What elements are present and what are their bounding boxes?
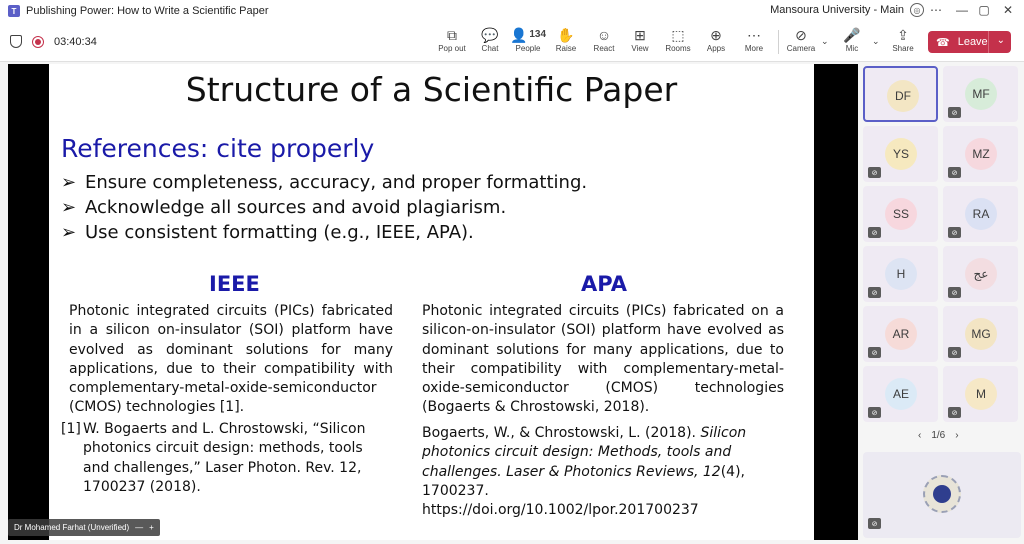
shield-icon[interactable]: [10, 35, 22, 48]
avatar: MG: [965, 318, 997, 350]
toolbar-button-label: People: [515, 44, 541, 53]
bullet-item: ➢ Use consistent formatting (e.g., IEEE, APA).: [61, 222, 474, 243]
title-bar: [0, 0, 1024, 22]
toolbar-divider: [778, 30, 779, 54]
avatar: AE: [885, 378, 917, 410]
participant-tile[interactable]: [863, 366, 938, 422]
toolbar-button-label: React: [593, 44, 615, 53]
avatar: YS: [885, 138, 917, 170]
toolbar-button-label: Raise: [555, 44, 577, 53]
chat-icon: 💬: [481, 27, 499, 43]
apps-icon: ⊕: [710, 27, 722, 43]
mic-muted-icon: ⊘: [868, 407, 881, 418]
toolbar-button-label: Pop out: [438, 44, 466, 53]
zoom-out-button[interactable]: —: [135, 523, 144, 532]
avatar: DF: [887, 80, 919, 112]
apa-reference: [422, 424, 792, 520]
arrow-bullet-icon: ➢: [61, 222, 77, 243]
people-icon: 👤: [509, 27, 528, 43]
avatar: RA: [965, 198, 997, 230]
arrow-bullet-icon: ➢: [61, 197, 77, 218]
participant-tile[interactable]: [863, 66, 938, 122]
meeting-timer: 03:40:34: [54, 35, 97, 48]
participant-tile[interactable]: [943, 246, 1018, 302]
participant-tile[interactable]: [943, 306, 1018, 362]
participant-tile[interactable]: [943, 366, 1018, 422]
mic-muted-icon: ⊘: [868, 518, 881, 529]
university-logo-icon: [923, 475, 961, 513]
participant-tile[interactable]: [863, 246, 938, 302]
share-button[interactable]: [883, 26, 923, 60]
more-button[interactable]: [734, 26, 774, 60]
view-icon: ⊞: [634, 27, 646, 43]
meeting-toolbar: [0, 22, 1024, 62]
avatar: MZ: [965, 138, 997, 170]
mic-muted-icon: ⊘: [868, 287, 881, 298]
toolbar-button-label: Share: [892, 44, 914, 53]
chat-button[interactable]: [470, 26, 510, 60]
rooms-icon: ⬚: [671, 27, 685, 43]
apa-ref-title: Silicon photonics circuit design: Methods, tools and challenges. Laser & Photonics Reviews, 12: [422, 425, 747, 480]
page-indicator: 1/6: [931, 430, 946, 441]
zoom-in-button[interactable]: +: [149, 523, 154, 532]
more-icon: ⋯: [747, 27, 761, 43]
slide-bullets: [61, 170, 587, 245]
presenter-label: [8, 519, 160, 536]
avatar: MF: [965, 78, 997, 110]
toolbar-button-label: View: [631, 44, 649, 53]
leave-options-chevron-icon[interactable]: ⌄: [996, 35, 1005, 46]
participant-count: 134: [529, 29, 547, 40]
slide-title: Structure of a Scientific Paper: [185, 70, 678, 109]
mic-muted-icon: ⊘: [948, 227, 961, 238]
bullet-item: ➢ Ensure completeness, accuracy, and proper formatting.: [61, 172, 588, 193]
mic-muted-icon: ⊘: [868, 227, 881, 238]
toolbar-button-label: Mic: [845, 44, 859, 53]
mic-muted-icon: ⊘: [868, 347, 881, 358]
ieee-reference: W. Bogaerts and L. Chrostowski, “Silicon photonics circuit design: methods, tools and challenges,” Laser Photon. Rev. 12, 1700237 (2018).: [83, 421, 366, 495]
avatar: عج: [965, 258, 997, 290]
pop-out-button[interactable]: [432, 26, 472, 60]
mic-muted-icon: ⊘: [948, 167, 961, 178]
raise-button[interactable]: [546, 26, 586, 60]
mic-muted-icon: ⊘: [868, 167, 881, 178]
window-title: Publishing Power: How to Write a Scientific Paper: [26, 5, 269, 17]
avatar: SS: [885, 198, 917, 230]
popout-icon: ⧉: [447, 27, 457, 43]
people-button[interactable]: [508, 26, 548, 60]
recording-icon[interactable]: [32, 36, 44, 48]
participant-tile[interactable]: [943, 126, 1018, 182]
participant-tile[interactable]: [943, 66, 1018, 122]
camera-off-icon: ⊘: [795, 27, 807, 43]
toolbar-button-label: More: [744, 44, 764, 53]
view-button[interactable]: [620, 26, 660, 60]
ieee-ref-number: [1]: [61, 421, 81, 437]
avatar: M: [965, 378, 997, 410]
minimize-button[interactable]: —: [956, 3, 968, 17]
toolbar-button-label: Camera: [786, 44, 816, 53]
previous-page-button[interactable]: ‹: [918, 430, 922, 441]
org-name[interactable]: Mansoura University - Main: [770, 4, 904, 16]
rooms-button[interactable]: [658, 26, 698, 60]
react-icon: ☺: [596, 27, 612, 43]
camera-button[interactable]: [781, 26, 821, 60]
more-window-icon[interactable]: ⋯: [930, 3, 942, 17]
apa-paragraph: Photonic integrated circuits (PICs) fabricated on a silicon-on-insulator (SOI) platform have evolved as dominant solutions for many applications, due to their compatibility with complementary-metal-oxide-semiconductor (CMOS) technologies (Bogaerts & Chrostowski, 2018).: [422, 303, 784, 416]
bullet-item: ➢ Acknowledge all sources and avoid plagiarism.: [61, 197, 507, 218]
apps-button[interactable]: [696, 26, 736, 60]
mic-muted-icon: ⊘: [948, 347, 961, 358]
raise-hand-icon: ✋: [557, 27, 575, 43]
mic-muted-icon: ⊘: [948, 107, 961, 118]
participant-tile[interactable]: [863, 126, 938, 182]
close-window-button[interactable]: ✕: [1002, 3, 1014, 17]
mic-muted-icon: ⊘: [948, 287, 961, 298]
presenter-name: Dr Mohamed Farhat (Unverified): [14, 523, 130, 532]
presentation-slide: [49, 64, 814, 540]
next-page-button[interactable]: ›: [955, 430, 959, 441]
ieee-heading: IEEE: [209, 272, 260, 296]
participant-tile[interactable]: [863, 186, 938, 242]
self-video-tile[interactable]: [863, 452, 1021, 538]
mic-off-icon: 🎤: [843, 27, 861, 43]
phone-icon: ☎: [936, 36, 950, 49]
mic-button[interactable]: [832, 26, 872, 60]
avatar: AR: [885, 318, 917, 350]
toolbar-button-label: Chat: [481, 44, 499, 53]
arrow-bullet-icon: ➢: [61, 172, 77, 193]
toolbar-button-label: Rooms: [665, 44, 691, 53]
teams-logo-icon: T: [8, 5, 20, 17]
apa-ref-authors: Bogaerts, W., & Chrostowski, L. (2018).: [422, 425, 701, 441]
apa-ref-issue: (4), 1700237.: [422, 463, 745, 499]
camera-options-chevron-icon[interactable]: ⌄: [821, 36, 829, 46]
org-switch-icon[interactable]: ◎: [910, 3, 924, 17]
apa-heading: APA: [581, 272, 627, 296]
participant-tile[interactable]: [863, 306, 938, 362]
participant-tile[interactable]: [943, 186, 1018, 242]
share-icon: ⇪: [897, 27, 909, 43]
gallery-pager: [918, 430, 959, 441]
leave-label: Leave: [957, 36, 988, 48]
slide-heading: References: cite properly: [61, 134, 375, 163]
react-button[interactable]: [584, 26, 624, 60]
toolbar-button-label: Apps: [706, 44, 726, 53]
mic-options-chevron-icon[interactable]: ⌄: [872, 36, 880, 46]
apa-ref-doi: https://doi.org/10.1002/lpor.201700237: [422, 502, 699, 519]
leave-button[interactable]: [928, 31, 1011, 53]
maximize-button[interactable]: ▢: [978, 3, 990, 17]
ieee-paragraph: Photonic integrated circuits (PICs) fabricated in a silicon on-insulator (SOI) platform have evolved as dominant solutions for many applications, due to their compatibility with complementary-metal-oxide-semiconductor (CMOS) technologies [1].: [69, 303, 393, 416]
mic-muted-icon: ⊘: [948, 407, 961, 418]
avatar: H: [885, 258, 917, 290]
